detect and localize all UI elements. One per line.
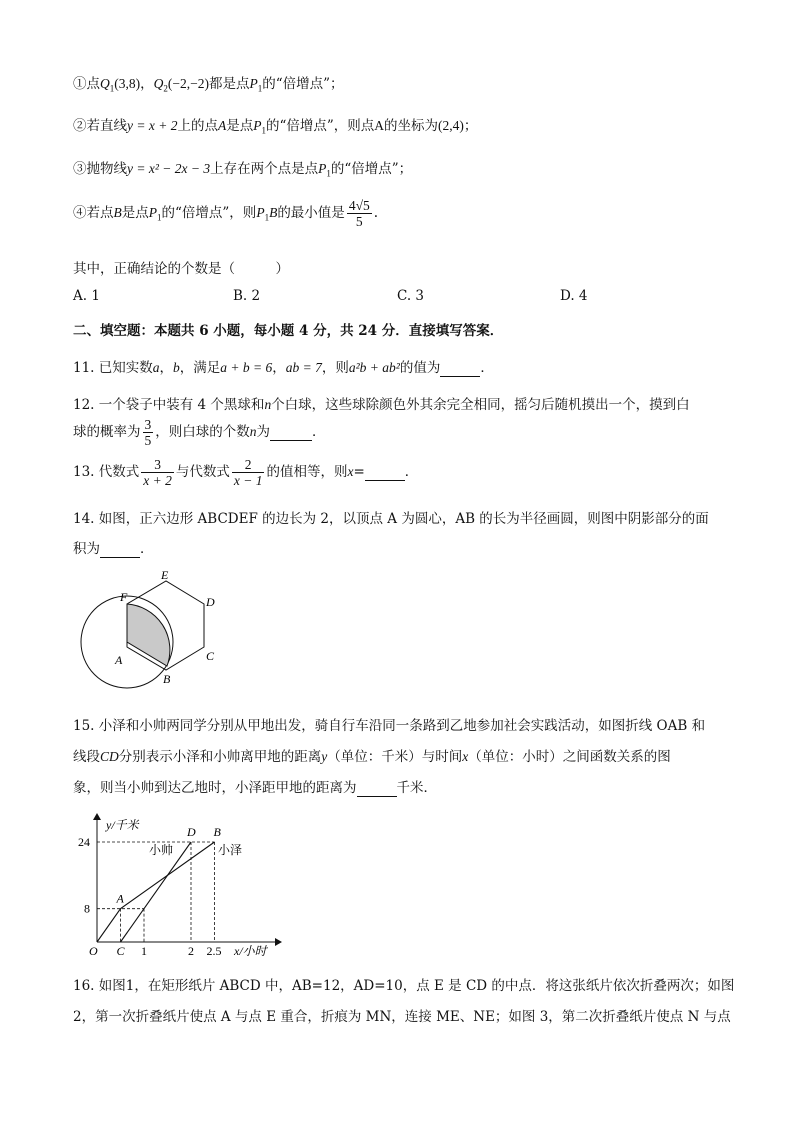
- statement-4: [73, 198, 378, 229]
- s1-sep: ，: [140, 76, 154, 92]
- q11-c3: ，: [272, 360, 286, 376]
- s2-point-a2: A: [374, 118, 385, 133]
- q12-line2-post: 为: [256, 424, 270, 440]
- s3-tail: 的“倍增点”；: [330, 161, 413, 177]
- q13-x: x: [347, 464, 354, 479]
- q14-answer-blank[interactable]: [100, 541, 140, 558]
- p1-symbol: P: [249, 76, 258, 91]
- q13-fraction-1: [141, 457, 174, 488]
- option-c[interactable]: C. 3: [397, 288, 425, 304]
- p1-sub: 1: [257, 83, 263, 94]
- q2-symbol: Q: [153, 76, 164, 91]
- question-15-line2: [73, 745, 671, 765]
- question-16-line1: 16. 如图1，在矩形纸片 ABCD 中，AB=12，AD=10，点 E 是 CD 的中点．将这张纸片依次折叠两次；如图: [73, 978, 735, 994]
- q15-line3-pre: 象，则当小帅到达乙地时，小泽距甲地的距离为: [73, 780, 357, 796]
- q11-eq2: ab = 7: [285, 360, 322, 375]
- question-12-line2: [73, 417, 326, 448]
- chart-series: [97, 842, 215, 942]
- option-a[interactable]: A. 1: [73, 288, 100, 304]
- s4-frac-den: 5: [355, 214, 363, 229]
- question-13: [73, 457, 418, 488]
- q13-frac2-den: x − 1: [233, 473, 263, 488]
- s2-mid3: 的“倍增点”，则点: [265, 118, 375, 134]
- s4-mid1: 是点: [121, 205, 149, 221]
- section-2-title: 二、填空题：本题共 6 小题，每小题 4 分，共 24 分．直接填写答案．: [73, 323, 504, 339]
- s2-mid1: 上的点: [177, 118, 218, 134]
- s3-label: ③抛物线: [73, 161, 127, 177]
- x-tick-1: 1: [141, 944, 147, 958]
- question-14-line1: 14. 如图，正六边形 ABCDEF 的边长为 2，以顶点 A 为圆心，AB 的长为半径画圆，则图中阴影部分的面: [73, 511, 709, 527]
- q13-frac1-num: 3: [141, 457, 174, 473]
- series-line-2: [121, 842, 192, 942]
- q15-y: y: [321, 749, 328, 764]
- s2-point-a: A: [217, 118, 227, 133]
- q15-line2-mid1: 分别表示小泽和小帅离甲地的距离: [118, 749, 322, 765]
- q11-c1: ，: [159, 360, 174, 376]
- q14-line2-pre: 积为: [73, 541, 100, 557]
- s4-seg-p: P: [256, 205, 265, 220]
- q13-eq: =: [353, 464, 365, 480]
- s2-tail: ；: [463, 118, 478, 134]
- statement-3: [73, 157, 412, 179]
- q15-line2-post: （单位：小时）之间函数关系的图: [468, 749, 671, 765]
- q12-answer-blank[interactable]: [270, 424, 312, 441]
- point-label-a: A: [116, 891, 124, 906]
- hex-label-e: E: [161, 568, 169, 582]
- hex-label-c: C: [206, 649, 215, 663]
- q12-line1-post: 个白球，这些球除颜色外其余完全相同，摇匀后随机摸出一个，摸到白: [271, 397, 690, 413]
- q12-n: n: [264, 397, 272, 412]
- s4-fraction: [347, 198, 372, 229]
- hex-label-a: A: [115, 653, 123, 667]
- x-axis-arrow: [275, 938, 282, 946]
- q11-answer-blank[interactable]: [440, 360, 480, 377]
- distance-time-chart: [70, 812, 290, 958]
- s4-seg-sub: 1: [264, 212, 270, 223]
- q1-symbol: Q: [100, 76, 110, 91]
- q13-end: ．: [404, 464, 419, 480]
- hexagon-figure: [76, 566, 236, 692]
- question-text: 其中，正确结论的个数是（ ）: [73, 261, 289, 277]
- s2-mid2: 是点: [226, 118, 254, 134]
- q11-c2: ，满足: [179, 360, 221, 376]
- q11-eq1: a + b = 6: [220, 360, 273, 375]
- question-16-line2: 2，第一次折叠纸片使点 A 与点 E 重合，折痕为 MN，连接 ME、NE；如图 3，第二次折叠纸片使点 N 与点: [73, 1009, 731, 1025]
- s4-p1-sub: 1: [157, 212, 162, 223]
- q11-post: 的值为: [399, 360, 441, 376]
- q13-frac2-num: 2: [232, 457, 265, 473]
- s4-tail: .: [373, 205, 379, 221]
- statement-2: [73, 114, 477, 136]
- q1-coord: (3,8): [114, 76, 141, 91]
- q14-end: ．: [140, 541, 154, 557]
- q15-answer-blank[interactable]: [357, 780, 397, 797]
- q11-pre: 11. 已知实数: [73, 360, 153, 376]
- s4-mid3: 的最小值是: [277, 205, 345, 221]
- q2-sub: 2: [163, 83, 168, 94]
- s3-p1-sub: 1: [326, 168, 331, 179]
- y-tick-8: 8: [84, 901, 90, 916]
- x-axis-title: x/小时: [234, 944, 267, 958]
- x-tick-25: 2.5: [206, 944, 222, 958]
- s2-p1: P: [253, 118, 262, 133]
- statement-1: [73, 72, 344, 94]
- s3-parabola-eq: y = x² − 2x − 3: [127, 161, 211, 176]
- s4-label: ④若点: [73, 205, 114, 221]
- q2-coord: (−2,−2): [167, 76, 209, 91]
- s1-tail: 的“倍增点”；: [262, 76, 344, 92]
- q15-cd: CD: [100, 749, 119, 764]
- x-tick-o: O: [89, 944, 98, 958]
- s4-frac-num: 4√5: [348, 198, 370, 213]
- q11-expr: a²b + ab²: [348, 360, 400, 375]
- hex-label-b: B: [163, 672, 171, 686]
- q12-line1-pre: 12. 一个袋子中装有 4 个黑球和: [73, 397, 265, 413]
- q12-line2-pre: 球的概率为: [73, 424, 141, 440]
- q11-end: ．: [480, 360, 494, 376]
- point-label-d: D: [187, 825, 196, 839]
- s2-coord: (2,4): [438, 118, 464, 133]
- question-11: [73, 356, 494, 377]
- s4-p1: P: [148, 205, 157, 220]
- series-label-xiaoshuai: 小帅: [149, 843, 174, 857]
- hex-label-d: D: [206, 595, 215, 609]
- q12-end: ．: [312, 424, 326, 440]
- chart-labels: [78, 818, 269, 958]
- s1-label: ①点: [73, 76, 100, 92]
- y-tick-24: 24: [78, 835, 90, 849]
- s2-p1-sub: 1: [261, 125, 266, 136]
- q12-frac-den: 5: [144, 433, 152, 448]
- s4-seg-b: B: [269, 205, 278, 220]
- q11-a: a: [152, 360, 160, 375]
- q15-line3-post: 千米．: [396, 780, 437, 796]
- s2-mid4: 的坐标为: [384, 118, 439, 134]
- q15-line2-pre: 线段: [73, 749, 100, 765]
- q15-line2-mid2: （单位：千米）与时间: [327, 749, 463, 765]
- s2-label: ②若直线: [73, 118, 127, 134]
- x-tick-2: 2: [188, 944, 194, 958]
- q15-x: x: [462, 749, 469, 764]
- hex-label-f: F: [120, 590, 128, 604]
- q12-frac-num: 3: [144, 417, 152, 432]
- x-tick-c: C: [116, 944, 125, 958]
- q11-c4: ，则: [321, 360, 349, 376]
- q1-sub: 1: [109, 83, 115, 94]
- q13-answer-blank[interactable]: [365, 464, 405, 481]
- q13-post: 的值相等，则: [266, 464, 348, 480]
- s2-line-eq: y = x + 2: [127, 118, 178, 133]
- s3-p1: P: [318, 161, 327, 176]
- q12-fraction: [143, 417, 154, 448]
- q13-fraction-2: [232, 457, 265, 488]
- q12-n2: n: [249, 424, 257, 439]
- s1-mid: 都是点: [208, 76, 250, 92]
- y-axis-title: y/千米: [106, 818, 139, 832]
- q12-line2-mid: ，则白球的个数: [155, 424, 250, 440]
- q13-frac1-den: x + 2: [143, 473, 172, 488]
- question-14-line2: [73, 537, 154, 558]
- question-12-line1: [73, 393, 690, 413]
- q11-b: b: [173, 360, 180, 375]
- q13-mid: 与代数式: [175, 464, 230, 480]
- s3-mid: 上存在两个点是点: [210, 161, 319, 177]
- point-label-b: B: [213, 825, 221, 839]
- s4-point-b: B: [113, 205, 122, 220]
- question-15-line3: [73, 776, 437, 797]
- y-axis-arrow: [93, 813, 101, 820]
- s4-mid2: 的“倍增点”，则: [161, 205, 257, 221]
- q13-pre: 13. 代数式: [73, 464, 140, 480]
- option-d[interactable]: D. 4: [560, 288, 588, 304]
- question-15-line1: 15. 小泽和小帅两同学分别从甲地出发，骑自行车沿同一条路到乙地参加社会实践活动，如图折线 OAB 和: [73, 718, 706, 734]
- series-label-xiaoze: 小泽: [218, 843, 243, 857]
- option-b[interactable]: B. 2: [233, 288, 261, 304]
